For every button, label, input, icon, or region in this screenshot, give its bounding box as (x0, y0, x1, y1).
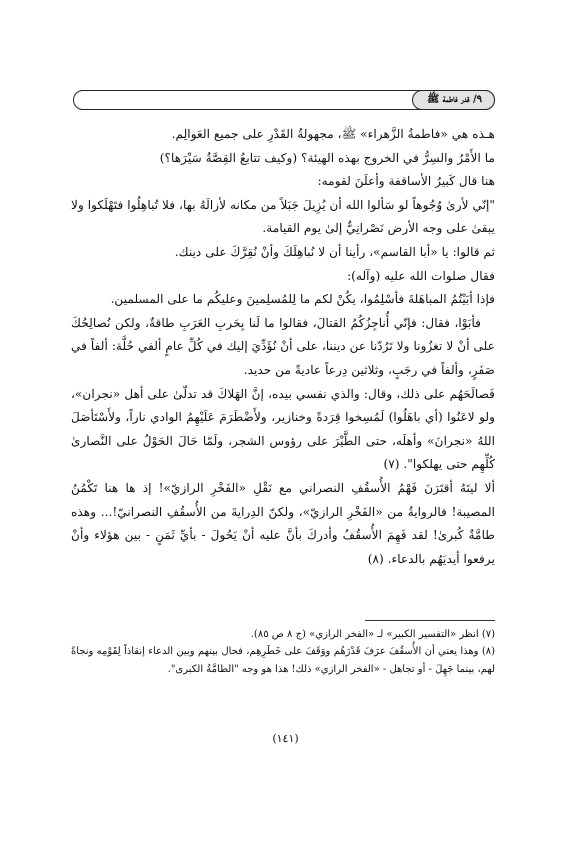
quotation-paragraph: "إنّي لأرىٰ وُجُوهاً لو سَألوا الله أن يُزِيلَ جَبَلاً من مكانه لأزالَهُ بها، فلا تُباهِلُوا فتَهْلَكوا ولا يبقىٰ على وجه الأرض نَصْرانِيٌّ إلىٰ يوم القيامة. (71, 197, 495, 236)
running-header (73, 90, 495, 110)
running-title: ٩/ قدر فاطمة ﷺ (412, 90, 495, 110)
main-text (71, 123, 495, 571)
paragraph: فَصالَحَهُم على ذلك، وقال: والذي نفسي بيده، إنَّ الهَلاكَ قد تدلّىٰ على أهل «نجران»، ولو لاعَنُوا (أي باهَلُوا) لَمُسِخوا قِرَدةً وخنازير، ولأَضْطَرَمَ عَلَيْهِمُ الوادي ناراً، ولأَسْتَأصَلَ اللهُ «نجرانَ» وأهلَه، حتى الطَّيْرَ على رؤوس الشجر، ولَمّا حَالَ الحَوْلُ على النَّصارىٰ كُلِّهِم حتى يهلكوا". (٧) (71, 386, 495, 472)
paragraph: هـذه هي «فاطمةُ الزَّهراء» ﷺ، مجهولةُ القَدْرِ على جميع العَوالِم. (171, 127, 495, 141)
paragraph: فإذا أبَيْتُمُ المباهَلةَ فأسْلِمُوا، يكُنْ لكم ما لِلمُسلِمينَ وعليكُم ما على المسلمين. (110, 292, 495, 307)
paragraph: فقال صلوات الله عليه (وآله): (347, 268, 495, 283)
footnote: (٧) انظر «التفسير الكبير» لـ «الفخر الرازي» (ج ٨ ص ٨٥). (250, 629, 495, 640)
footnote-divider (365, 620, 495, 621)
paragraph: ألا ليتَهُ أقتَرَنَ فَهْمُ الأُسقُفِ النصراني مع نَقْلِ «الفَخْرِ الرازيّ»! إذ ها هنا تَكْمُنُ المصيبة! فالروايةُ من «الفَخْرِ الرازيّ»، ولكنّ الدِرايةَ من الأُسقُفِ النصرانيّ!... وهذه طامَّةٌ كُبرىٰ! لقد فَهِمَ الأُسقُفُ وأدركَ بأنَّ عليه أنْ يَحُولَ - بأيِّ ثَمَنٍ - بين هؤلاء وأنْ يرفعوا أيديَهُم بالدعاء. (٨) (71, 480, 495, 566)
page-number: (١٤١) (272, 732, 299, 745)
footnote: (٨) وهذا يعني أن الأُسقُفَ عرَفَ قَدْرَهُم ووَقَفَ على خَطَرِهِم، فحال بينهم وبين الدعاء إنقاذاً لِقَوْمِه ونجاةً لهم، بينما جَهِلَ - أو تجاهل - «الفخر الرازي» ذلك! هذا هو وجه "الطامَّةُ الكبرى". (71, 646, 495, 675)
paragraph: هنا قال كَبيرُ الأساقفة وأعلَنَ لقومه: (317, 174, 495, 189)
paragraph: ثم قالوا: يا «أبا القاسم»، رأينا أن لا نُباهِلَكَ وأنْ نُقِرَّكَ على دينك. (174, 244, 495, 259)
paragraph: فأبَوْا، فقال: فإنّي أُناجِزُكُمُ القتالَ، فقالوا ما لَنا بِحَربِ العَرَبِ طاقةٌ، ولكن نُصالِحُكَ على أنْ لا تغزُونا ولا تَرُدّنا عن ديننا، على أنْ نُؤَدِّيَ إليك في كُلِّ عامٍ ألفي حُلَّة: ألفاً في صَفَرٍ، وألفاً في رجَبٍ، وثلاثين دِرعاً عاديةً من حديد. (71, 315, 495, 377)
footnotes (71, 626, 495, 678)
paragraph: ما الأَمْرُ والسِرُّ في الخروج بهذه الهيئة؟ (وكيف تتابعُ القِصَّةُ سَيْرَها؟) (159, 150, 495, 165)
